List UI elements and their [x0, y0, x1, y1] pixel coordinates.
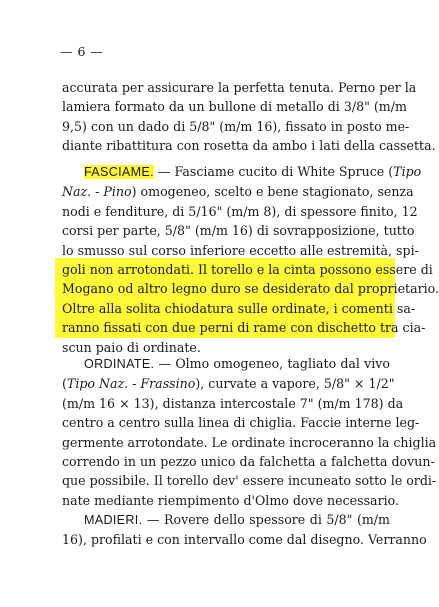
text-fragment: ) omogeneo, scelto e bene stagionato, senza — [131, 184, 414, 200]
text-line: que possibile. Il torello dev' essere incuneato sotto le ordi- — [62, 473, 437, 489]
text-line: centro a centro sulla linea di chiglia. Faccie interne leg- — [62, 415, 420, 431]
text-line: lo smusso sul corso inferiore eccetto alle estremità, spi- — [62, 242, 419, 258]
highlighted-line: Oltre alla solita chiodatura sulle ordinate, i comenti sa- — [62, 300, 416, 316]
text-line: germente arrotondate. Le ordinate incroceranno la chiglia — [62, 434, 437, 450]
text-line — [62, 162, 422, 182]
text-line: accurata per assicurare la perfetta tenuta. Perno per la — [62, 80, 417, 95]
page-number: — 6 — — [60, 44, 104, 59]
text-line: goli non arrotondati. Il torello e la cinta possono essere di — [62, 262, 433, 278]
italic-fragment: Tipo Naz. - Frassino — [66, 376, 196, 392]
text-line — [62, 374, 395, 393]
text-line — [62, 182, 414, 201]
text-fragment: ( — [62, 376, 67, 392]
section-heading-ordinate: ORDINATE. — [84, 357, 155, 371]
text-line: 9,5) con un dado di 5/8" (m/m 16), fissato in posto me- — [62, 118, 410, 134]
highlighted-line: scun paio di ordinate. — [62, 339, 201, 355]
text-line: correndo in un pezzo unico da falchetta a falchetta dovun- — [62, 454, 435, 470]
text-fragment: ), curvate a vapore, 5/8" × 1/2" — [195, 376, 395, 392]
paragraph-fasciame — [62, 162, 439, 357]
text-fragment: — Olmo omogeneo, tagliato dal vivo — [154, 356, 390, 371]
text-line: nodi e fenditure, di 5/16" (m/m 8), di spessore finito, 12 — [62, 203, 418, 219]
text-fragment: — Rovere dello spessore di 5/8" (m/m — [142, 512, 390, 527]
text-line: corsi per parte, 5/8" (m/m 16) di sovrapposizione, tutto — [62, 223, 415, 239]
highlighted-line: ranno fissati con due perni di rame con dischetto tra cia- — [62, 320, 426, 336]
italic-fragment: Naz. - Pino — [62, 184, 132, 200]
text-line: nate mediante riempimento d'Olmo dove necessario. — [62, 492, 399, 508]
text-line: lamiera formato da un bullone di metallo di 3/8" (m/m — [62, 99, 407, 115]
text-line: (m/m 16 × 13), distanza intercostale 7" (m/m 178) da — [62, 395, 404, 411]
paragraph-madieri — [62, 510, 427, 550]
text-line — [62, 510, 390, 530]
paragraph-cassetta — [62, 78, 436, 156]
paragraph-ordinate — [62, 354, 437, 510]
text-line: 16), profilati e con intervallo come dal disegno. Verranno — [62, 532, 427, 548]
text-line: diante ribattitura con rosetta da ambo i lati della cassetta. — [62, 138, 436, 154]
text-line: Mogano od altro legno duro se desiderato dal proprietario. — [62, 281, 439, 297]
text-fragment: — Fasciame cucito di White Spruce ( — [153, 164, 394, 179]
text-line — [62, 354, 390, 374]
section-heading-madieri: MADIERI. — [84, 513, 143, 527]
italic-fragment: Tipo — [393, 164, 422, 179]
section-heading-fasciame: FASCIAME. — [84, 165, 154, 179]
